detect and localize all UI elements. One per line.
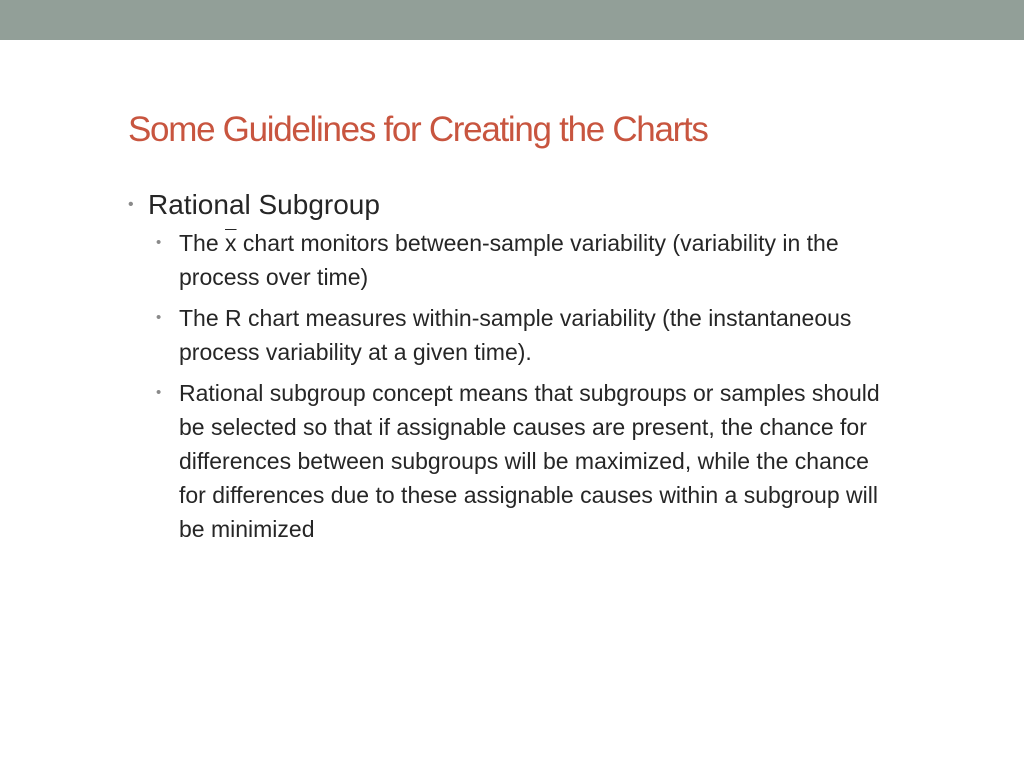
bullet-icon: • [156, 384, 162, 401]
top-banner [0, 0, 1024, 40]
bullet-icon: • [156, 234, 162, 251]
bullet-text-rest: chart monitors between-sample variability (variability in the process over time) [179, 230, 839, 290]
bullet-icon: • [156, 309, 162, 326]
list-item-rational-subgroup-concept [148, 376, 884, 546]
bullet-list-level2 [148, 226, 884, 546]
bullet-text: Rational subgroup concept means that subgroups or samples should be selected so that if assignable causes are present, the chance for differences between subgroups will be maximized, while the chance for differences due to these assignable causes within a subgroup will be minimized [179, 380, 880, 542]
bullet-text-prefix: The [179, 230, 226, 256]
list-item-rational-subgroup [124, 186, 884, 546]
list-item-r-chart [148, 301, 884, 369]
bullet-list-level1 [124, 186, 884, 546]
x-bar-symbol: $\overline{x}$ [225, 230, 237, 256]
slide-body [124, 186, 884, 553]
bullet-text: The R chart measures within-sample variability (the instantaneous process variability at a given time). [179, 305, 852, 365]
bullet-icon: • [128, 196, 134, 213]
list-item-xbar-chart [148, 226, 884, 294]
slide-title: Some Guidelines for Creating the Charts [128, 110, 708, 149]
bullet-text: Rational Subgroup [148, 189, 380, 220]
